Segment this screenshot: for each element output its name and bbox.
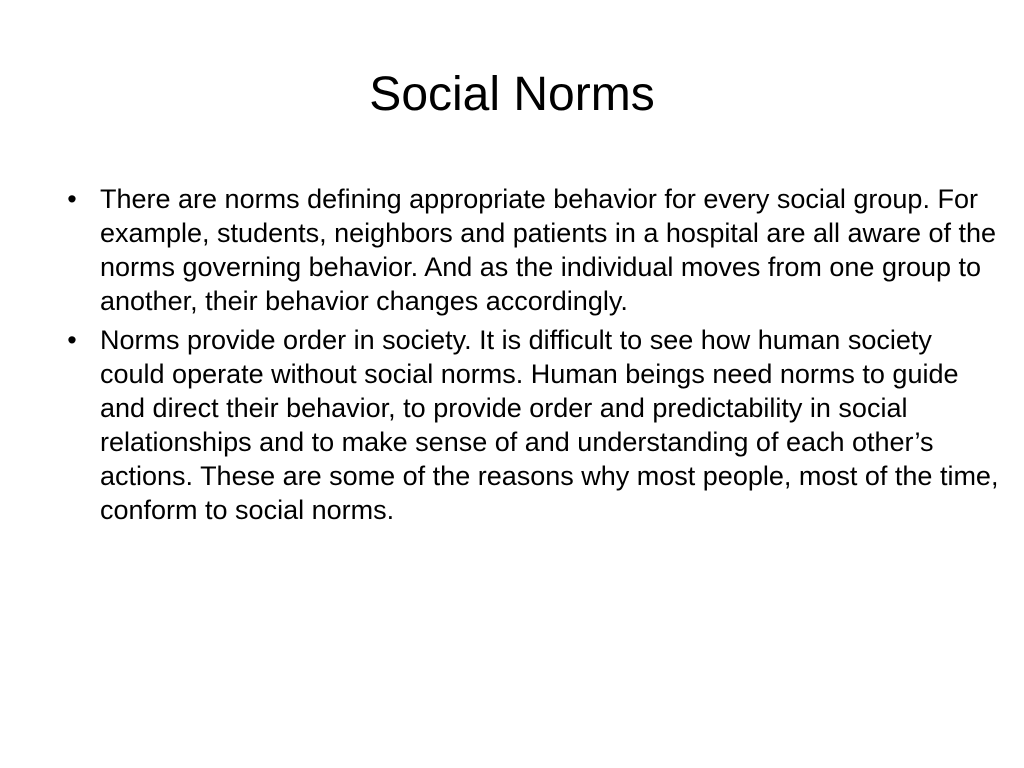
bullet-list xyxy=(62,182,1002,532)
bullet-item xyxy=(62,323,1002,527)
bullet-text: Norms provide order in society. It is difficult to see how human society could operate without social norms. Human beings need norms to guide and direct their behavior, to provide order and predictability in social relationships and to make sense of and understanding of each other’s actions. These are some of the reasons why most people, most of the time, conform to social norms. xyxy=(100,325,999,525)
bullet-dot-icon: • xyxy=(67,184,77,214)
bullet-text: There are norms defining appropriate behavior for every social group. For example, students, neighbors and patients in a hospital are all aware of the norms governing behavior. And as the individual moves from one group to another, their behavior changes accordingly. xyxy=(100,184,997,316)
slide-title: Social Norms xyxy=(369,68,655,121)
bullet-dot-icon: • xyxy=(67,325,77,355)
bullet-item xyxy=(62,182,1002,318)
